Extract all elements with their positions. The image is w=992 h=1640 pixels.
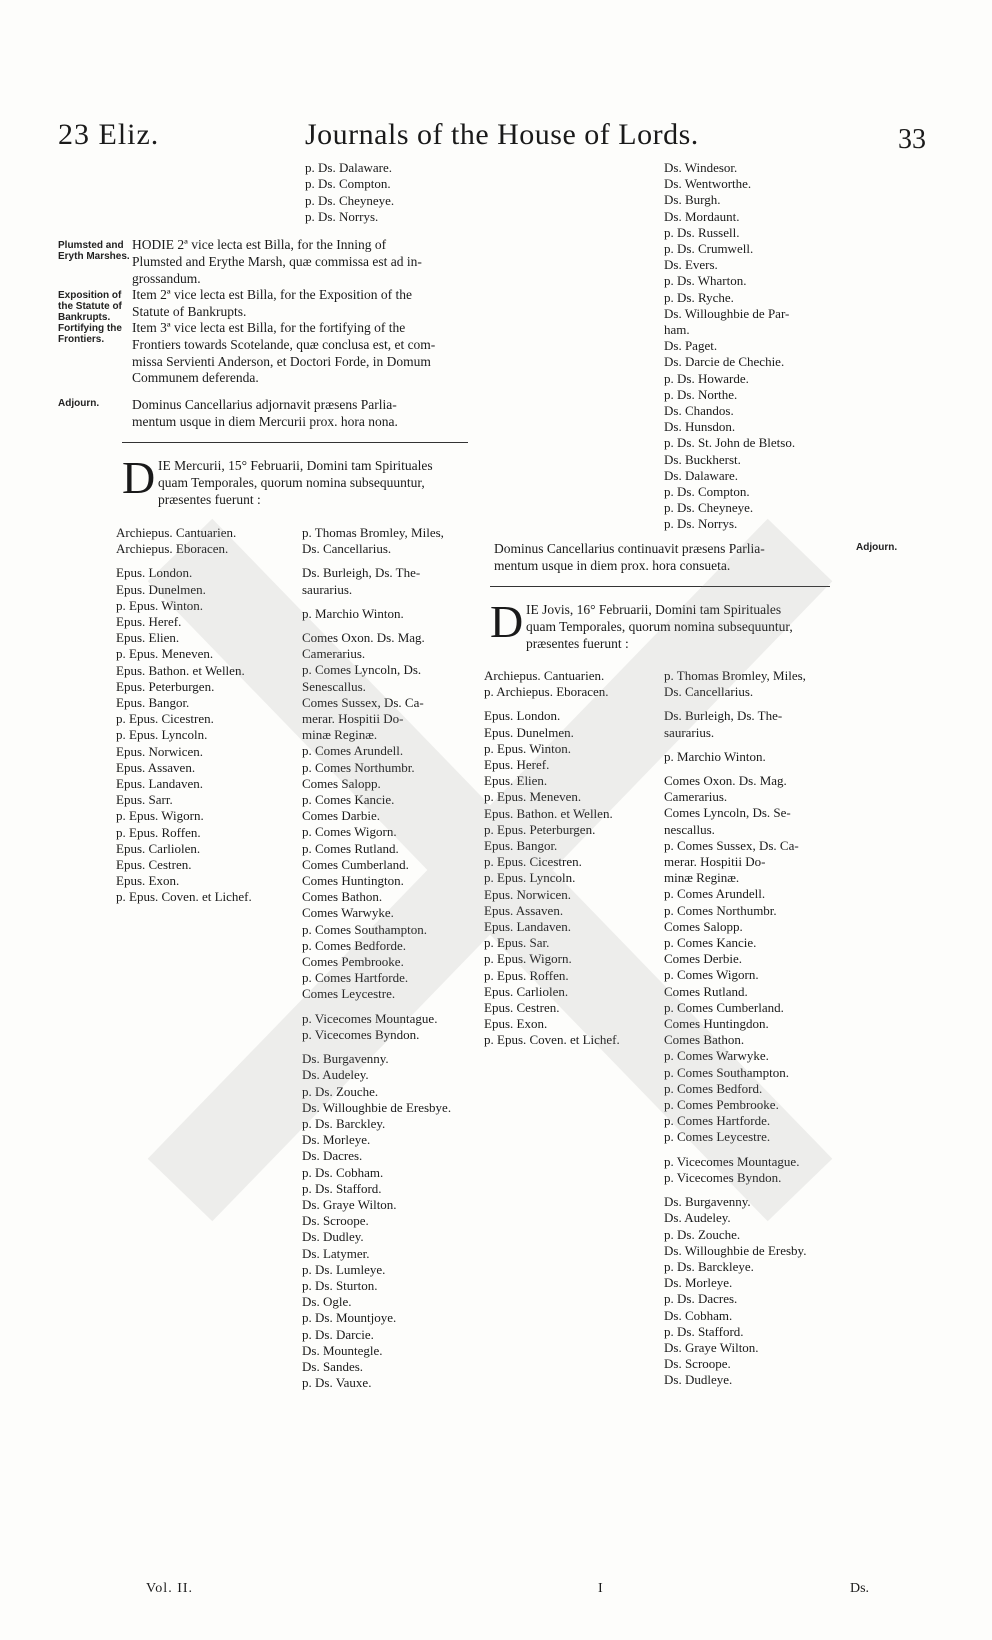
text-line: Dominus Cancellarius adjornavit præsens Parlia- (132, 397, 397, 412)
list-item: p. Epus. Sar. (484, 935, 550, 951)
list-item: p. Comes Lyncoln, Ds. (302, 662, 422, 678)
list-item: p. Comes Rutland. (302, 840, 399, 856)
list-item: Archiepus. Cantuarien. (116, 525, 237, 540)
list-item: nescallus. (664, 821, 715, 837)
list-item: Ds. Mordaunt. (664, 208, 740, 224)
list-item: p. Comes Kancie. (302, 792, 395, 808)
text-line: Communem deferenda. (132, 370, 259, 386)
list-item: Senescallus. (302, 678, 366, 694)
list-item: p. Ds. Barckley. (302, 1115, 386, 1131)
list-item: Comes Darbie. (302, 808, 380, 824)
page-number: 33 (898, 124, 926, 155)
entry-plumsted-bill (132, 237, 472, 287)
text-line: mentum usque in diem prox. hora consueta. (494, 557, 731, 573)
list-item: Epus. Heref. (484, 757, 550, 773)
list-item: Epus. Elien. (116, 630, 180, 646)
sitting-heading-wednesday (158, 458, 473, 508)
list-item: Ds. Scroope. (302, 1213, 369, 1229)
list-item: Ds. Buckherst. (664, 451, 741, 467)
list-item: Ds. Mountegle. (302, 1342, 383, 1358)
list-item: Ds. Cancellarius. (664, 684, 754, 700)
list-item: p. Ds. Stafford. (664, 1323, 744, 1339)
list-item: Epus. Assaven. (484, 902, 564, 918)
list-item: Camerarius. (302, 646, 366, 662)
list-item: Ds. Dudleye. (664, 1372, 733, 1388)
list-item: Epus. Landaven. (484, 919, 572, 935)
list-item: Ds. Evers. (664, 257, 718, 273)
list-item: Comes Warwyke. (302, 905, 394, 921)
list-item: Comes Huntingdon. (664, 1016, 769, 1032)
text-line: IE Mercurii, 15° Februarii, Domini tam Spirituales (158, 458, 433, 473)
list-item: p. Ds. Northe. (664, 386, 738, 402)
list-item: Epus. Bangor. (116, 695, 190, 711)
list-item: p. Comes Warwyke. (664, 1048, 769, 1064)
text-line: Dominus Cancellarius continuavit præsens Parlia- (494, 541, 765, 556)
list-item: p. Comes Cumberland. (664, 999, 784, 1015)
list-item: Epus. Elien. (484, 773, 548, 789)
list-item: Comes Cumberland. (302, 856, 409, 872)
list-item: Ds. Scroope. (664, 1356, 731, 1372)
list-item: p. Epus. Wigorn. (116, 808, 204, 824)
list-item: Epus. Assaven. (116, 759, 196, 775)
list-item: Epus. Cestren. (116, 857, 192, 873)
list-item: p. Ds. St. John de Bletso. (664, 435, 796, 451)
list-item: p. Comes Sussex, Ds. Ca- (664, 837, 799, 853)
text-line: præsentes fuerunt : (158, 491, 261, 507)
list-item: Epus. Norwicen. (116, 743, 204, 759)
list-item: Epus. Sarr. (116, 792, 173, 808)
text-line: præsentes fuerunt : (526, 635, 629, 651)
list-item: p. Comes Pembrooke. (664, 1097, 779, 1113)
list-item: Camerarius. (664, 789, 728, 805)
list-item: Ds. Hunsdon. (664, 419, 736, 435)
list-item: minæ Reginæ. (664, 870, 740, 886)
list-item: Epus. Exon. (116, 873, 180, 889)
list-item: minæ Reginæ. (302, 727, 378, 743)
list-item: Comes Leycestre. (302, 986, 396, 1002)
list-item: Comes Rutland. (664, 983, 748, 999)
text-line: missa Servienti Anderson, et Doctori Forde, in Domum (132, 353, 431, 369)
list-item: p. Comes Arundell. (664, 886, 766, 902)
list-gap (664, 741, 806, 749)
list-item: Comes Huntington. (302, 873, 404, 889)
sitting-heading-thursday (526, 602, 846, 652)
attendance-list-wednesday-temporal (302, 525, 451, 1391)
list-item: p. Thomas Bromley, Miles, (664, 668, 806, 683)
entry-frontiers-bill (132, 320, 472, 387)
running-head-title: Journals of the House of Lords. (305, 118, 699, 151)
list-item: p. Epus. Roffen. (116, 824, 201, 840)
list-item: Ds. Darcie de Chechie. (664, 354, 785, 370)
list-gap (664, 1186, 806, 1194)
list-item: Ds. Audeley. (302, 1067, 369, 1083)
list-item: Ds. Dalaware. (664, 467, 738, 483)
list-item: Comes Bathon. (302, 889, 383, 905)
text-line: quam Temporales, quorum nomina subsequuntur, (526, 618, 793, 634)
list-item: p. Ds. Dacres. (664, 1291, 738, 1307)
list-item: p. Epus. Meneven. (116, 646, 214, 662)
list-item: p. Ds. Darcie. (302, 1326, 374, 1342)
list-gap (302, 1043, 451, 1051)
list-item: p. Vicecomes Mountague. (302, 1010, 438, 1026)
catchword: Ds. (850, 1581, 870, 1596)
list-item: p. Thomas Bromley, Miles, (302, 525, 444, 540)
list-gap (664, 700, 806, 708)
list-item: Ds. Audeley. (664, 1210, 731, 1226)
list-item: Ds. Burgavenny. (664, 1194, 751, 1210)
list-item: p. Comes Southampton. (664, 1064, 789, 1080)
list-item: p. Epus. Roffen. (484, 967, 569, 983)
list-item: Comes Derbie. (664, 951, 742, 967)
list-item: Epus. Bathon. et Wellen. (116, 662, 245, 678)
list-item: p. Ds. Wharton. (664, 273, 747, 289)
text-line: Item 2ª vice lecta est Billa, for the Exposition of the (132, 287, 413, 302)
list-gap (302, 557, 451, 565)
list-item: p. Comes Arundell. (302, 743, 404, 759)
list-item: p. Ds. Stafford. (302, 1180, 382, 1196)
list-item: Archiepus. Eboracen. (116, 541, 229, 557)
list-item: p. Epus. Coven. et Lichef. (116, 889, 252, 905)
list-item: Epus. Landaven. (116, 776, 204, 792)
attendance-list-thursday-spiritual (484, 668, 620, 1049)
list-item: p. Epus. Cicestren. (116, 711, 214, 727)
text-line: IE Jovis, 16° Februarii, Domini tam Spirituales (526, 602, 782, 617)
list-item: Ds. Burgavenny. (302, 1051, 389, 1067)
attendance-list-continued (664, 160, 795, 533)
text-line: grossandum. (132, 270, 201, 286)
list-item: Ds. Dudley. (302, 1229, 364, 1245)
list-item: p. Comes Kancie. (664, 935, 757, 951)
list-item: p. Comes Leycestre. (664, 1129, 771, 1145)
list-item: Comes Oxon. Ds. Mag. (302, 630, 425, 646)
list-item: Ds. Chandos. (664, 403, 734, 419)
list-item: p. Epus. Coven. et Lichef. (484, 1032, 620, 1048)
list-item: p. Marchio Winton. (664, 748, 766, 764)
list-item: p. Comes Hartforde. (302, 970, 409, 986)
list-item: p. Comes Northumbr. (302, 759, 415, 775)
dropcap-thursday: D (490, 596, 524, 647)
list-item: Epus. London. (484, 708, 561, 724)
list-item: p. Vicecomes Mountague. (664, 1153, 800, 1169)
list-item: Ds. Willoughbie de Par- (664, 305, 790, 321)
list-item: Ds. Sandes. (302, 1358, 364, 1374)
margin-note-adjourn-right: Adjourn. (856, 542, 898, 553)
list-item: Epus. Bangor. (484, 838, 558, 854)
signature-mark: I (598, 1581, 603, 1596)
list-item: p. Ds. Russell. (664, 224, 740, 240)
list-item: p. Ds. Mountjoye. (302, 1310, 397, 1326)
list-item: merar. Hospitii Do- (302, 711, 404, 727)
list-item: Ds. Willoughbie de Eresby. (664, 1242, 807, 1258)
list-item: Ds. Ogle. (302, 1294, 352, 1310)
list-item: Ds. Burgh. (664, 192, 721, 208)
list-item: Comes Salopp. (302, 775, 381, 791)
list-item: Ds. Wentworthe. (664, 176, 752, 192)
dropcap-wednesday: D (122, 452, 156, 503)
list-item: Comes Pembrooke. (302, 954, 404, 970)
list-gap (302, 622, 451, 630)
text-line: Frontiers towards Scotelande, quæ conclusa est, et com- (132, 336, 436, 352)
list-item: Epus. Heref. (116, 614, 182, 630)
list-item: Comes Lyncoln, Ds. Se- (664, 805, 791, 821)
list-item: p. Comes Wigorn. (302, 824, 397, 840)
entry-adjournment-2 (494, 541, 854, 575)
list-item: p. Ds. Cheyneye. (305, 192, 395, 208)
text-line: Statute of Bankrupts. (132, 303, 247, 319)
list-item: Ds. Willoughbie de Eresbye. (302, 1099, 452, 1115)
list-item: p. Vicecomes Byndon. (664, 1169, 782, 1185)
list-item: p. Ds. Ryche. (664, 289, 734, 305)
list-item: p. Ds. Compton. (664, 484, 750, 500)
list-item: Archiepus. Cantuarien. (484, 668, 605, 683)
list-item: p. Ds. Howarde. (664, 370, 749, 386)
text-line: Item 3ª vice lecta est Billa, for the fortifying of the (132, 320, 406, 335)
list-item: Comes Salopp. (664, 918, 743, 934)
list-item: p. Ds. Norrys. (305, 209, 379, 225)
entry-adjournment-1 (132, 397, 472, 431)
list-item: Ds. Cobham. (664, 1307, 733, 1323)
list-item: Ds. Morleye. (302, 1132, 371, 1148)
list-gap (664, 1146, 806, 1154)
list-item: p. Epus. Lyncoln. (484, 870, 576, 886)
list-item: Epus. Cestren. (484, 1000, 560, 1016)
list-item: p. Comes Northumbr. (664, 902, 777, 918)
list-item: Comes Bathon. (664, 1032, 745, 1048)
volume-mark: Vol. II. (146, 1581, 194, 1596)
list-item: p. Marchio Winton. (302, 605, 404, 621)
list-item: Ds. Burleigh, Ds. The- (664, 708, 783, 724)
list-item: Ds. Paget. (664, 338, 718, 354)
list-item: p. Ds. Sturton. (302, 1277, 378, 1293)
list-item: saurarius. (664, 724, 715, 740)
list-item: merar. Hospitii Do- (664, 854, 766, 870)
list-item: Epus. Exon. (484, 1016, 548, 1032)
section-rule-left (122, 442, 468, 443)
margin-note-exposition: Exposition of the Statute of Bankrupts. (58, 290, 122, 323)
list-item: p. Ds. Crumwell. (664, 241, 754, 257)
list-item: Epus. London. (116, 565, 193, 581)
list-item: p. Ds. Cobham. (302, 1164, 384, 1180)
list-item: Comes Sussex, Ds. Ca- (302, 694, 424, 710)
list-item: Comes Oxon. Ds. Mag. (664, 773, 787, 789)
list-item: Ds. Latymer. (302, 1245, 370, 1261)
running-head-left: 23 Eliz. (58, 118, 160, 151)
attendance-list-wednesday-spiritual (116, 525, 252, 906)
list-gap (302, 1003, 451, 1011)
margin-note-fortifying: Fortifying the Frontiers. (58, 323, 122, 345)
list-gap (302, 598, 451, 606)
list-gap (116, 557, 252, 565)
list-item: p. Epus. Wigorn. (484, 951, 572, 967)
list-gap (664, 765, 806, 773)
attendance-list-thursday-temporal (664, 668, 806, 1389)
list-item: Ds. Dacres. (302, 1148, 363, 1164)
list-item: p. Epus. Meneven. (484, 789, 582, 805)
list-item: Epus. Dunelmen. (116, 581, 206, 597)
list-item: Epus. Norwicen. (484, 886, 572, 902)
list-item: saurarius. (302, 581, 353, 597)
list-item: Epus. Carliolen. (484, 983, 569, 999)
list-item: p. Epus. Lyncoln. (116, 727, 208, 743)
margin-note-plumsted: Plumsted and Eryth Marshes. (58, 240, 130, 262)
list-item: p. Ds. Zouche. (302, 1083, 379, 1099)
list-item: ham. (664, 322, 690, 338)
list-item: Ds. Graye Wilton. (664, 1339, 759, 1355)
text-line: mentum usque in diem Mercurii prox. hora nona. (132, 413, 398, 429)
list-item: p. Ds. Dalaware. (305, 160, 392, 175)
text-line: HODIE 2ª vice lecta est Billa, for the Inning of (132, 237, 387, 252)
list-item: p. Comes Southampton. (302, 921, 427, 937)
list-gap (484, 700, 620, 708)
list-item: Epus. Carliolen. (116, 840, 201, 856)
list-item: p. Ds. Barckleye. (664, 1258, 754, 1274)
top-list-left (305, 160, 394, 226)
list-item: p. Comes Hartforde. (664, 1113, 771, 1129)
margin-note-adjourn-left: Adjourn. (58, 398, 100, 409)
list-item: Epus. Peterburgen. (116, 678, 215, 694)
list-item: p. Epus. Winton. (484, 740, 571, 756)
list-item: p. Archiepus. Eboracen. (484, 684, 609, 700)
text-line: Plumsted and Erythe Marsh, quæ commissa est ad in- (132, 253, 422, 269)
list-item: p. Epus. Peterburgen. (484, 821, 596, 837)
list-item: Ds. Morleye. (664, 1275, 733, 1291)
list-item: p. Ds. Lumleye. (302, 1261, 386, 1277)
list-item: Ds. Windesor. (664, 160, 738, 175)
list-item: p. Epus. Cicestren. (484, 854, 582, 870)
list-item: Epus. Dunelmen. (484, 724, 574, 740)
list-item: p. Vicecomes Byndon. (302, 1026, 420, 1042)
list-item: p. Comes Bedforde. (302, 937, 406, 953)
list-item: Epus. Bathon. et Wellen. (484, 805, 613, 821)
list-item: Ds. Graye Wilton. (302, 1196, 397, 1212)
list-item: p. Epus. Winton. (116, 597, 203, 613)
text-line: quam Temporales, quorum nomina subsequuntur, (158, 474, 425, 490)
list-item: p. Ds. Compton. (305, 176, 391, 192)
list-item: p. Ds. Cheyneye. (664, 500, 754, 516)
list-item: p. Ds. Vauxe. (302, 1375, 372, 1391)
list-item: Ds. Cancellarius. (302, 541, 392, 557)
list-item: p. Ds. Zouche. (664, 1226, 741, 1242)
list-item: p. Ds. Norrys. (664, 516, 738, 532)
list-item: Ds. Burleigh, Ds. The- (302, 565, 421, 581)
list-item: p. Comes Wigorn. (664, 967, 759, 983)
entry-bankrupts-bill (132, 287, 472, 321)
section-rule-right (490, 586, 830, 587)
list-item: p. Comes Bedford. (664, 1080, 763, 1096)
